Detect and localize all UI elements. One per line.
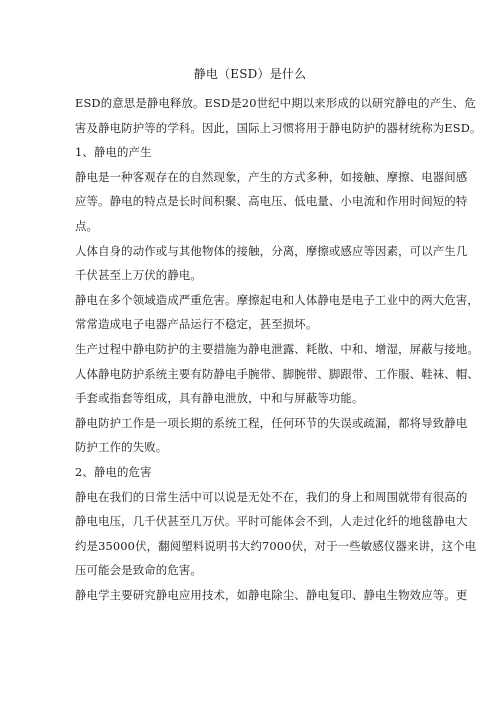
text-line: 静电在多个领域造成严重危害。摩擦起电和人体静电是电子工业中的两大危害， xyxy=(75,292,479,307)
text-line: 压可能会是致命的危害。 xyxy=(75,563,202,578)
text-line: 手套或指套等组成，具有静电泄放，中和与屏蔽等功能。 xyxy=(75,391,364,406)
text-line: 人体自身的动作或与其他物体的接触，分离，摩擦或感应等因素，可以产生几 xyxy=(75,243,468,258)
text-line: ESD的意思是静电释放。ESD是20世纪中期以来形成的以研究静电的产生、危 xyxy=(75,96,476,110)
text-line: 静电在我们的日常生活中可以说是无处不在，我们的身上和周围就带有很高的 xyxy=(75,489,468,504)
text-line: 静电防护工作是一项长期的系统工程，任何环节的失误或疏漏，都将导致静电 xyxy=(75,415,468,430)
text-line: 点。 xyxy=(75,218,99,233)
text-line: 约是35000伏，翻阅塑料说明书大约7000伏，对于一些敏感仪器来讲，这个电 xyxy=(75,538,477,553)
text-line: 静电是一种客观存在的自然现象，产生的方式多种，如接触、摩擦、电器间感 xyxy=(75,169,468,184)
text-line: 害及静电防护等的学科。因此，国际上习惯将用于静电防护的器材统称为ESD。 xyxy=(75,120,482,135)
text-line: 常常造成电子电器产品运行不稳定，甚至损坏。 xyxy=(75,317,318,332)
text-line: 静电学主要研究静电应用技术，如静电除尘、静电复印、静电生物效应等。更 xyxy=(75,587,468,602)
text-line: 千伏甚至上万伏的静电。 xyxy=(75,268,202,283)
text-line: 静电电压，几千伏甚至几万伏。平时可能体会不到，人走过化纤的地毯静电大 xyxy=(75,514,468,529)
section-heading: 2、静电的危害 xyxy=(75,464,152,479)
text-line: 防护工作的失败。 xyxy=(75,440,168,455)
document-title: 静电（ESD）是什么 xyxy=(193,67,307,81)
document-body xyxy=(75,91,482,607)
section-heading: 1、静电的产生 xyxy=(75,145,152,160)
text-line: 人体静电防护系统主要有防静电手腕带、脚腕带、脚跟带、工作服、鞋袜、帽、 xyxy=(75,366,479,381)
text-line: 应等。静电的特点是长时间积聚、高电压、低电量、小电流和作用时间短的特 xyxy=(75,194,468,209)
text-line: 生产过程中静电防护的主要措施为静电泄露、耗散、中和、增湿，屏蔽与接地。 xyxy=(75,341,479,356)
